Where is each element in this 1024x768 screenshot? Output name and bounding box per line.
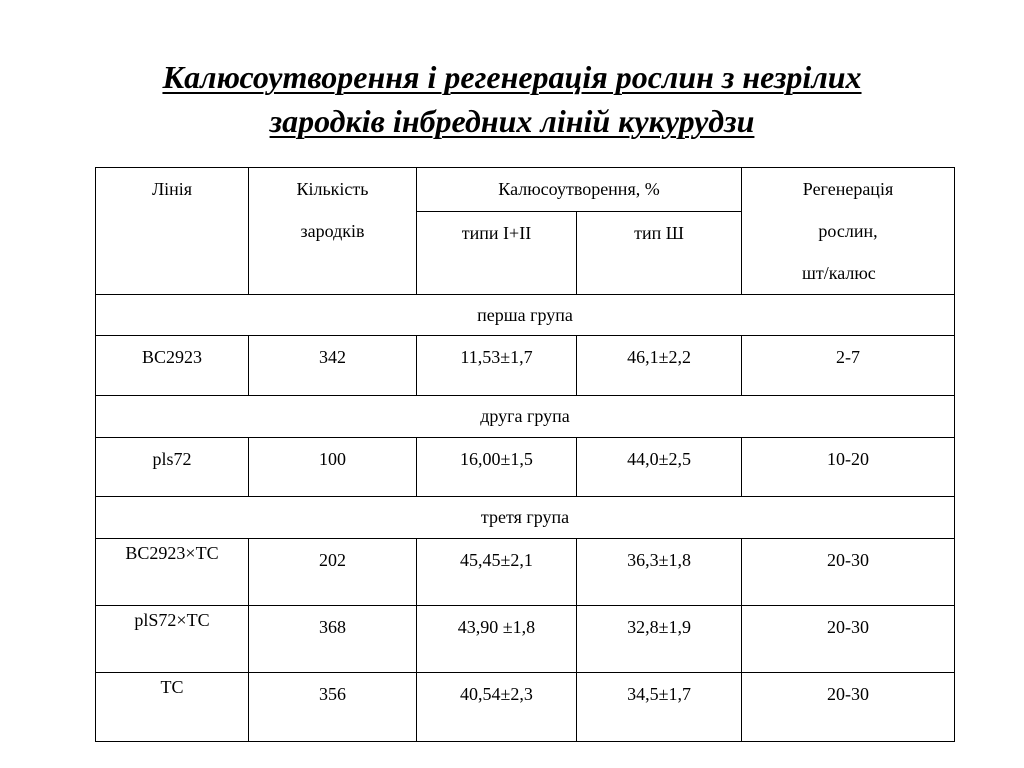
cell-count: 202 xyxy=(249,539,417,606)
slide-title xyxy=(60,55,964,143)
cell-type-3: 32,8±1,9 xyxy=(577,606,742,673)
cell-regeneration: 20-30 xyxy=(742,539,955,606)
cell-types-1-2: 40,54±2,3 xyxy=(417,673,577,742)
header-regeneration xyxy=(742,168,955,295)
cell-line: ТС xyxy=(96,673,249,742)
cell-regeneration: 20-30 xyxy=(742,673,955,742)
results-table xyxy=(95,167,955,742)
header-count xyxy=(249,168,417,295)
cell-type-3: 44,0±2,5 xyxy=(577,438,742,497)
cell-types-1-2: 16,00±1,5 xyxy=(417,438,577,497)
results-table-container xyxy=(95,167,954,738)
cell-type-3: 34,5±1,7 xyxy=(577,673,742,742)
cell-types-1-2: 11,53±1,7 xyxy=(417,336,577,396)
cell-type-3: 46,1±2,2 xyxy=(577,336,742,396)
group-header-1: перша група xyxy=(96,295,955,336)
group-header-2: друга група xyxy=(96,396,955,438)
header-callus: Калюсоутворення, % xyxy=(417,168,742,212)
header-count-line1: Кількість xyxy=(296,179,369,199)
cell-count: 342 xyxy=(249,336,417,396)
header-count-line2: зародків xyxy=(300,221,365,241)
group-header-3: третя група xyxy=(96,497,955,539)
header-types-1-2: типи І+ІІ xyxy=(417,211,577,294)
cell-count: 368 xyxy=(249,606,417,673)
cell-type-3: 36,3±1,8 xyxy=(577,539,742,606)
header-line: Лінія xyxy=(96,168,249,295)
header-regen-line3: шт/калюс xyxy=(802,263,876,283)
cell-count: 100 xyxy=(249,438,417,497)
cell-types-1-2: 43,90 ±1,8 xyxy=(417,606,577,673)
cell-regeneration: 20-30 xyxy=(742,606,955,673)
cell-line: ВС2923×ТС xyxy=(96,539,249,606)
cell-line: plS72×TC xyxy=(96,606,249,673)
cell-types-1-2: 45,45±2,1 xyxy=(417,539,577,606)
cell-line: ВС2923 xyxy=(96,336,249,396)
cell-line: pls72 xyxy=(96,438,249,497)
cell-count: 356 xyxy=(249,673,417,742)
cell-regeneration: 2-7 xyxy=(742,336,955,396)
header-type-3: тип Ш xyxy=(577,211,742,294)
header-regen-line1: Регенерація xyxy=(802,179,894,199)
header-regen-line2: рослин, xyxy=(818,221,878,241)
title-line-1: Калюсоутворення і регенерація рослин з незрілих xyxy=(162,59,862,95)
title-line-2: зародків інбредних ліній кукурудзи xyxy=(269,103,755,139)
cell-regeneration: 10-20 xyxy=(742,438,955,497)
